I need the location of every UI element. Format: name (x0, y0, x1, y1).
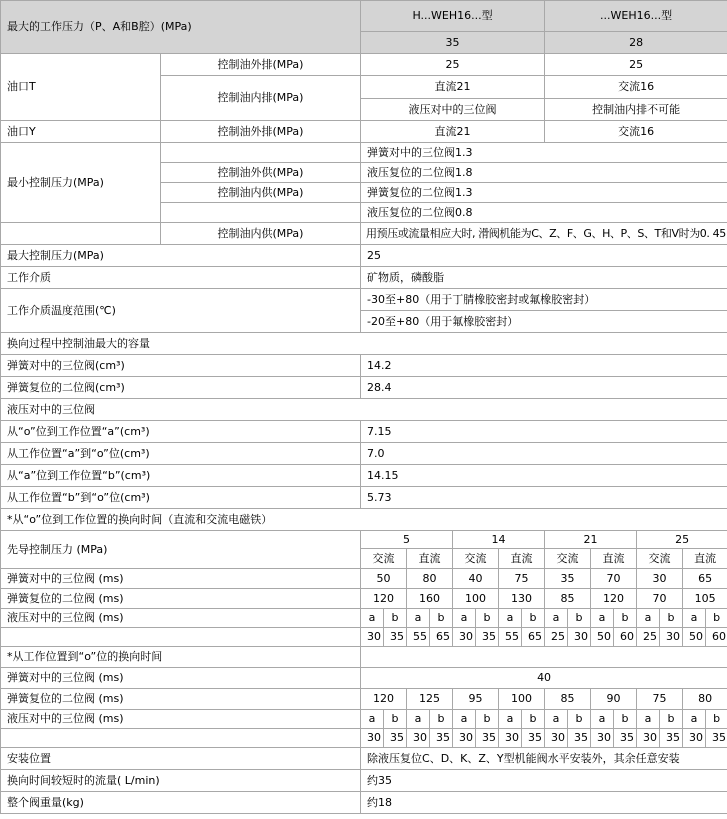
timing-a-ab-value-6: 35 (476, 628, 499, 647)
current-type-6: 直流 (591, 549, 637, 569)
max-control-pressure-value: 25 (361, 245, 727, 267)
table-row-timing-a-spring-center (1, 569, 727, 589)
timing-a-ab-value-14: 30 (660, 628, 683, 647)
row-label-volume-a-to-o: 从工作位置“a”到“o”位(cm³) (1, 443, 361, 465)
volume-spring-return-value: 28.4 (361, 377, 727, 399)
timing-b-ab-label-4: b (430, 710, 453, 729)
model-column-2-header: ...WEH16...型 (545, 1, 727, 32)
timing-a-ab-label-16: b (706, 609, 727, 628)
max-working-pressure-value-1: 35 (361, 32, 545, 54)
table-row-port-t-external (1, 54, 727, 76)
timing-a-spring-return-2: 160 (407, 589, 453, 609)
row-sublabel-port-t-internal: 控制油内排(MPa) (161, 76, 361, 121)
table-row-temp-range-1 (1, 289, 727, 311)
timing-b-ab-value-16: 35 (706, 729, 727, 748)
timing-b-ab-label-5: a (453, 710, 476, 729)
timing-b-spring-return-4: 100 (499, 689, 545, 710)
timing-a-spring-center-5: 35 (545, 569, 591, 589)
timing-b-ab-value-9: 30 (545, 729, 568, 748)
timing-b-ab-label-14: b (660, 710, 683, 729)
volume-section-title: 换向过程中控制油最大的容量 (1, 333, 727, 355)
timing-a-ab-label-6: b (476, 609, 499, 628)
timing-a-spring-center-1: 50 (361, 569, 407, 589)
timing-b-ab-label-8: b (522, 710, 545, 729)
timing-b-ab-value-6: 35 (476, 729, 499, 748)
timing-b-ab-label-10: b (568, 710, 591, 729)
timing-b-ab-value-5: 30 (453, 729, 476, 748)
page-title: 最大的工作压力（P、A和B腔）(MPa) (1, 1, 361, 54)
port-t-internal-note-1: 液压对中的三位阀 (361, 99, 545, 121)
current-type-1: 交流 (361, 549, 407, 569)
timing-b-spring-return-5: 85 (545, 689, 591, 710)
timing-a-spring-return-1: 120 (361, 589, 407, 609)
timing-b-spring-return-2: 125 (407, 689, 453, 710)
port-y-value-1: 直流21 (361, 121, 545, 143)
table-row-timing-a-hydraulic-values (1, 628, 727, 647)
current-type-7: 交流 (637, 549, 683, 569)
row-sublabel-min-pressure-extra: 控制油内供(MPa) (161, 223, 361, 245)
row-sublabel-min-pressure-2: 控制油外供(MPa) (161, 163, 361, 183)
timing-a-ab-value-9: 25 (545, 628, 568, 647)
timing-a-spring-return-4: 130 (499, 589, 545, 609)
timing-b-ab-label-15: a (683, 710, 706, 729)
timing-a-ab-value-8: 65 (522, 628, 545, 647)
row-label-port-y: 油口Y (1, 121, 161, 143)
row-label-mounting-position: 安装位置 (1, 748, 361, 770)
timing-b-ab-label-9: a (545, 710, 568, 729)
table-row-max-control-pressure (1, 245, 727, 267)
temp-range-value-1: -30至+80（用于丁腈橡胶密封或氟橡胶密封） (361, 289, 727, 311)
timing-a-ab-value-4: 65 (430, 628, 453, 647)
row-label-timing-a-spring-center: 弹簧对中的三位阀 (ms) (1, 569, 361, 589)
timing-b-title-blank (361, 647, 727, 668)
timing-b-ab-value-12: 35 (614, 729, 637, 748)
timing-a-title: *从“o”位到工作位置的换向时间（直流和交流电磁铁） (1, 509, 727, 531)
row-label-min-pressure-extra (1, 223, 161, 245)
timing-a-spring-return-3: 100 (453, 589, 499, 609)
timing-b-spring-return-1: 120 (361, 689, 407, 710)
table-row-working-medium (1, 267, 727, 289)
pilot-pressure-col-2: 14 (453, 531, 545, 549)
timing-b-ab-value-8: 35 (522, 729, 545, 748)
table-row-volume-o-to-a (1, 421, 727, 443)
timing-a-ab-label-12: b (614, 609, 637, 628)
row-label-timing-b-spring-center: 弹簧对中的三位阀 (ms) (1, 668, 361, 689)
row-label-pilot-control-pressure: 先导控制压力 (MPa) (1, 531, 361, 569)
table-row-valve-weight (1, 792, 727, 814)
table-row-short-switch-flow (1, 770, 727, 792)
short-switch-flow-value: 约35 (361, 770, 727, 792)
row-label-port-t: 油口T (1, 54, 161, 121)
timing-a-spring-center-3: 40 (453, 569, 499, 589)
min-pressure-extra-note: 用预压或流量相应大时, 滑阀机能为C、Z、F、G、H、P、S、T和V时为0. 45 (361, 223, 727, 245)
port-t-external-value-2: 25 (545, 54, 727, 76)
timing-a-ab-value-11: 50 (591, 628, 614, 647)
volume-a-to-b-value: 14.15 (361, 465, 727, 487)
timing-a-spring-center-2: 80 (407, 569, 453, 589)
timing-b-title: *从工作位置到“o”位的换向时间 (1, 647, 361, 668)
row-sublabel-port-y: 控制油外排(MPa) (161, 121, 361, 143)
row-label-volume-a-to-b: 从“a”位到工作位置“b”(cm³) (1, 465, 361, 487)
row-sublabel-min-pressure-3: 控制油内供(MPa) (161, 183, 361, 203)
timing-a-ab-label-10: b (568, 609, 591, 628)
timing-b-spring-center-value: 40 (361, 668, 727, 689)
timing-b-spring-return-8: 80 (683, 689, 727, 710)
table-row-mounting-position (1, 748, 727, 770)
row-label-timing-a-hydraulic: 液压对中的三位阀 (ms) (1, 609, 361, 628)
row-label-volume-spring-center: 弹簧对中的三位阀(cm³) (1, 355, 361, 377)
port-t-external-value-1: 25 (361, 54, 545, 76)
row-label-volume-b-to-o: 从工作位置“b”到“o”位(cm³) (1, 487, 361, 509)
current-type-8: 直流 (683, 549, 727, 569)
max-working-pressure-value-2: 28 (545, 32, 727, 54)
volume-o-to-a-value: 7.15 (361, 421, 727, 443)
timing-a-spring-center-4: 75 (499, 569, 545, 589)
table-row-volume-a-to-b (1, 465, 727, 487)
row-sublabel-min-pressure-1 (161, 143, 361, 163)
pilot-pressure-col-3: 21 (545, 531, 637, 549)
table-row-timing-a-title (1, 509, 727, 531)
row-sublabel-port-t-external: 控制油外排(MPa) (161, 54, 361, 76)
timing-a-spring-center-8: 65 (683, 569, 727, 589)
min-pressure-value-4: 液压复位的二位阀0.8 (361, 203, 727, 223)
timing-a-ab-label-11: a (591, 609, 614, 628)
timing-a-ab-value-10: 30 (568, 628, 591, 647)
row-sublabel-min-pressure-4 (161, 203, 361, 223)
timing-a-spring-return-8: 105 (683, 589, 727, 609)
volume-section-subtitle: 液压对中的三位阀 (1, 399, 727, 421)
row-label-timing-b-spring-return: 弹簧复位的二位阀 (ms) (1, 689, 361, 710)
row-label-valve-weight: 整个阀重量(kg) (1, 792, 361, 814)
timing-b-ab-label-2: b (384, 710, 407, 729)
table-row-volume-spring-return (1, 377, 727, 399)
timing-b-ab-label-1: a (361, 710, 384, 729)
timing-a-spring-return-5: 85 (545, 589, 591, 609)
row-label-volume-spring-return: 弹簧复位的二位阀(cm³) (1, 377, 361, 399)
row-label-timing-b-hydraulic-values (1, 729, 361, 748)
volume-b-to-o-value: 5.73 (361, 487, 727, 509)
timing-b-ab-value-13: 30 (637, 729, 660, 748)
timing-a-ab-value-16: 60 (706, 628, 727, 647)
timing-a-ab-label-2: b (384, 609, 407, 628)
timing-b-ab-value-11: 30 (591, 729, 614, 748)
table-header-row-models (1, 1, 727, 32)
timing-b-spring-return-3: 95 (453, 689, 499, 710)
timing-b-spring-return-6: 90 (591, 689, 637, 710)
timing-b-ab-value-10: 35 (568, 729, 591, 748)
timing-a-ab-value-1: 30 (361, 628, 384, 647)
row-label-timing-b-hydraulic: 液压对中的三位阀 (ms) (1, 710, 361, 729)
timing-a-ab-label-7: a (499, 609, 522, 628)
volume-spring-center-value: 14.2 (361, 355, 727, 377)
table-row-timing-b-title (1, 647, 727, 668)
timing-a-ab-value-2: 35 (384, 628, 407, 647)
table-row-volume-spring-center (1, 355, 727, 377)
timing-a-ab-label-15: a (683, 609, 706, 628)
valve-weight-value: 约18 (361, 792, 727, 814)
row-label-timing-a-hydraulic-values (1, 628, 361, 647)
current-type-5: 交流 (545, 549, 591, 569)
mounting-position-value: 除液压复位C、D、K、Z、Y型机能阀水平安装外，其余任意安装 (361, 748, 727, 770)
table-row-volume-a-to-o (1, 443, 727, 465)
timing-a-ab-label-14: b (660, 609, 683, 628)
timing-a-ab-value-13: 25 (637, 628, 660, 647)
row-label-short-switch-flow: 换向时间较短时的流量( L/min) (1, 770, 361, 792)
timing-a-ab-value-12: 60 (614, 628, 637, 647)
table-row-volume-subtitle (1, 399, 727, 421)
row-label-volume-o-to-a: 从“o”位到工作位置“a”(cm³) (1, 421, 361, 443)
timing-b-ab-value-7: 30 (499, 729, 522, 748)
timing-a-spring-return-6: 120 (591, 589, 637, 609)
port-t-internal-value-2: 交流16 (545, 76, 727, 99)
timing-a-ab-value-3: 55 (407, 628, 430, 647)
table-row-timing-b-spring-center (1, 668, 727, 689)
table-row-timing-b-hydraulic-labels (1, 710, 727, 729)
table-row-volume-b-to-o (1, 487, 727, 509)
min-pressure-value-2: 液压复位的二位阀1.8 (361, 163, 727, 183)
timing-a-spring-center-6: 70 (591, 569, 637, 589)
port-y-value-2: 交流16 (545, 121, 727, 143)
table-row-volume-section-title (1, 333, 727, 355)
timing-b-ab-label-11: a (591, 710, 614, 729)
port-t-internal-value-1: 直流21 (361, 76, 545, 99)
model-column-1-header: H...WEH16...型 (361, 1, 545, 32)
table-row-timing-b-hydraulic-values (1, 729, 727, 748)
table-row-timing-a-hydraulic-labels (1, 609, 727, 628)
timing-b-ab-label-12: b (614, 710, 637, 729)
table-row-port-y (1, 121, 727, 143)
timing-b-ab-label-7: a (499, 710, 522, 729)
row-label-min-control-pressure: 最小控制压力(MPa) (1, 143, 161, 223)
timing-b-ab-value-2: 35 (384, 729, 407, 748)
timing-b-ab-value-1: 30 (361, 729, 384, 748)
timing-a-ab-value-5: 30 (453, 628, 476, 647)
timing-b-spring-return-7: 75 (637, 689, 683, 710)
timing-b-ab-value-4: 35 (430, 729, 453, 748)
table-row-timing-a-spring-return (1, 589, 727, 609)
row-label-working-medium: 工作介质 (1, 267, 361, 289)
row-label-temp-range: 工作介质温度范围(℃) (1, 289, 361, 333)
current-type-2: 直流 (407, 549, 453, 569)
min-pressure-value-1: 弹簧对中的三位阀1.3 (361, 143, 727, 163)
timing-a-ab-value-15: 50 (683, 628, 706, 647)
timing-b-ab-label-3: a (407, 710, 430, 729)
timing-b-ab-value-14: 35 (660, 729, 683, 748)
timing-b-ab-value-15: 30 (683, 729, 706, 748)
working-medium-value: 矿物质，磷酸脂 (361, 267, 727, 289)
timing-a-ab-label-4: b (430, 609, 453, 628)
current-type-3: 交流 (453, 549, 499, 569)
table-row-timing-b-spring-return (1, 689, 727, 710)
timing-a-ab-value-7: 55 (499, 628, 522, 647)
timing-a-ab-label-1: a (361, 609, 384, 628)
table-row-timing-a-pressures (1, 531, 727, 549)
timing-b-ab-label-13: a (637, 710, 660, 729)
row-label-timing-a-spring-return: 弹簧复位的二位阀 (ms) (1, 589, 361, 609)
timing-b-ab-label-6: b (476, 710, 499, 729)
table-row-min-pressure-1 (1, 143, 727, 163)
timing-a-spring-center-7: 30 (637, 569, 683, 589)
timing-a-ab-label-13: a (637, 609, 660, 628)
timing-a-ab-label-5: a (453, 609, 476, 628)
min-pressure-value-3: 弹簧复位的二位阀1.3 (361, 183, 727, 203)
volume-a-to-o-value: 7.0 (361, 443, 727, 465)
row-label-max-control-pressure: 最大控制压力(MPa) (1, 245, 361, 267)
timing-a-ab-label-3: a (407, 609, 430, 628)
table-row-min-pressure-extra (1, 223, 727, 245)
timing-b-ab-label-16: b (706, 710, 727, 729)
pilot-pressure-col-1: 5 (361, 531, 453, 549)
port-t-internal-note-2: 控制油内排不可能 (545, 99, 727, 121)
timing-a-ab-label-8: b (522, 609, 545, 628)
timing-b-ab-value-3: 30 (407, 729, 430, 748)
pilot-pressure-col-4: 25 (637, 531, 727, 549)
timing-a-spring-return-7: 70 (637, 589, 683, 609)
temp-range-value-2: -20至+80（用于氟橡胶密封） (361, 311, 727, 333)
timing-a-ab-label-9: a (545, 609, 568, 628)
current-type-4: 直流 (499, 549, 545, 569)
